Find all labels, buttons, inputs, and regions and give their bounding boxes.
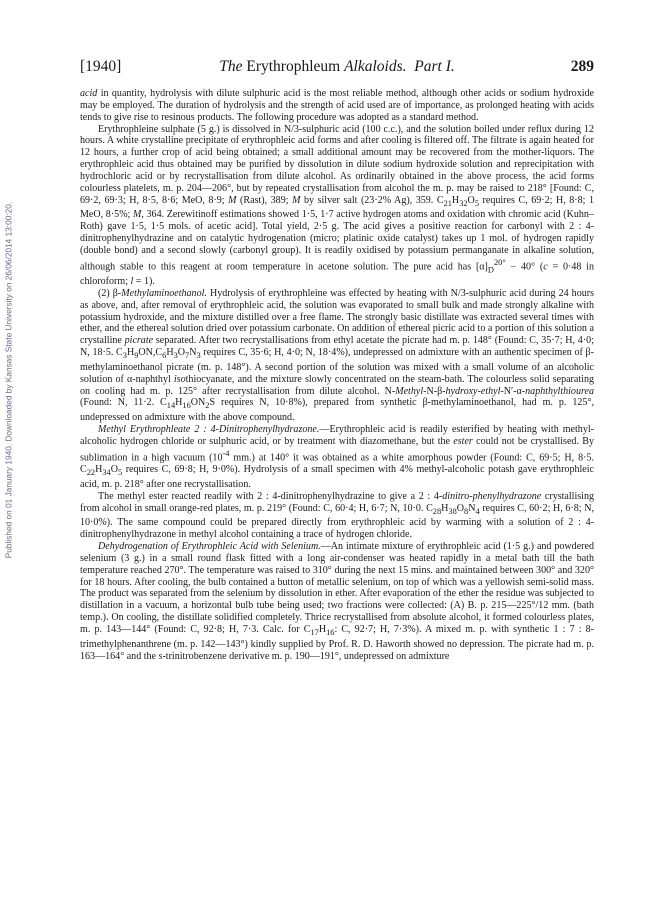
page-number: 289 <box>570 58 594 75</box>
download-watermark <box>2 150 16 610</box>
paragraph: Methyl Erythrophleate 2 : 4-Dinitrophenylhydrazone.—Erythrophleic acid is readily esterified by heating with methyl-alcoholic hydrogen chloride or sulphuric acid, or by treatment with diazomethane, but the ester could not be crystallised. By sublimation in a high vacuum ($10^{-4}$ mm.) at 140° it was obtained as a white amorphous powder (Found: C, 69·5; H, 8·5. $C_{22}H_{34}O_5$ requires C, 69·8; H, 9·0%). Hydrolysis of a small specimen with 4% methyl-alcoholic potash gave erythrophleic acid, m. p. 218° after one recrystallisation. <box>80 424 594 490</box>
paragraph: Erythrophleine sulphate (5 g.) is dissolved in N/3-sulphuric acid (100 c.c.), and the solution boiled under reflux during 12 hours. A white crystalline precipitate of erythrophleic acid forms and after cooling is filtered off. The filtrate is again heated for 12 hours, a further crop of acid being obtained; a small additional amount may be recovered from the mother-liquors. The erythrophleic acid thus obtained may be purified by dissolution in dilute sodium hydroxide solution and reprecipitation with hydrochloric acid or by recrystallisation from dilute alcohol. As ordinarily obtained in the above process, the acid forms colourless platelets, m. p. 204—206°, but by repeated crystallisation from alcohol the m. p. may be raised to 218° [Found: C, 69·2, 69·3; H, 8·5, 8·6; MeO, 8·9; M (Rast), 389; M by silver salt (23·2% Ag), 359. $C_{21}H_{32}O_5$ requires C, 69·2; H, 8·8; 1 MeO, 8·5%; M, 364. Zerewitinoff estimations showed 1·5, 1·7 active hydrogen atoms and oxidation with chromic acid (Kuhn–Roth) gave 1·5, 1·5 mols. of acetic acid]. Total yield, 2·5 g. The acid gives a positive reaction for carbonyl with 2 : 4-dinitrophenylhydrazine and on catalytic hydrogenation (micro; platinic oxide catalyst) takes up 1 mol. of hydrogen rapidly (double bond) and a second slowly (carbonyl group). It is readily oxidised by potassium permanganate in alkaline solution, although stable to this reagent at room temperature in acetone solution. The pure acid has $[\alpha]_D^{20^\circ} - 40^\circ$ (c = 0·48 in chloroform; l = 1). <box>80 123 595 287</box>
body-text <box>80 88 594 663</box>
header-title-part: Part I. <box>414 58 455 75</box>
header-title-main: Erythrophleum <box>242 58 345 75</box>
paragraph: (2) β-Methylaminoethanol. Hydrolysis of erythrophleine was effected by heating with N/3-sulphuric acid during 24 hours as above, and, after removal of erythrophleic acid, the solution was evaporated to small bulk and made strongly alkaline with potassium hydroxide, and the mixture distilled over a free flame. The strongly basic distillate was extracted several times with ether, and the ethereal solution dried over potassium carbonate. On addition of ethereal picric acid to a portion of this solution a crystalline picrate separated. After two recrystallisations from ethyl acetate the picrate had m. p. 148° (Found: C, 35·7; H, 4·0; N, 18·5. $C_3H_9ON,C_6H_3O_7N_3$ requires C, 35·6; H, 4·0; N, 18·4%), undepressed on admixture with an authentic specimen of β-methylaminoethanol picrate (m. p. 148°). A second portion of the solution was mixed with a small volume of an alcoholic solution of α-naphthyl isothiocyanate, and the mixture slowly concentrated on the steam-bath. The colourless solid separating on cooling had m. p. 125° after recrystallisation from dilute alcohol. N-Methyl-N-β-hydroxy-ethyl-N′-α-naphthylthiourea (Found: N, 11·2. $C_{14}H_{16}ON_2S$ requires N, 10·8%), prepared from synthetic β-methylaminoethanol, had m. p. 125°, undepressed on admixture with the above compound. <box>80 287 594 424</box>
paragraph: The methyl ester reacted readily with 2 : 4-dinitrophenylhydrazine to give a 2 : 4-dinitro-phenylhydrazone crystallising from alcohol in small orange-red plates, m. p. 219° (Found: C, 60·4; H, 6·7; N, 10·0. $C_{28}H_{38}O_8N_4$ requires C, 60·2; H, 6·8; N, 10·0%). The same compound could be prepared directly from erythrophleic acid by warming with a solution of 2 : 4-dinitrophenylhydrazone in methyl alcohol containing a trace of hydrogen chloride. <box>80 490 594 541</box>
header-title <box>80 58 594 76</box>
paragraph: acid in quantity, hydrolysis with dilute sulphuric acid is the most reliable method, although other acids or sodium hydroxide may be employed. The duration of hydrolysis and the strength of acid used are of importance, as prolonged heating with acids tends to give rise to resinous products. The following procedure was adopted as a standard method. <box>80 88 594 123</box>
header-title-prefix: The <box>219 58 243 75</box>
download-watermark-text: Published on 01 January 1940. Downloaded by Kansas State University on 26/06/2014 13:00:20. <box>4 201 14 559</box>
running-header <box>80 58 594 80</box>
header-title-alkaloids: Alkaloids. <box>344 58 407 75</box>
header-year: [1940] <box>80 58 122 75</box>
paragraph: Dehydrogenation of Erythrophleic Acid with Selenium.—An intimate mixture of erythrophleic acid (1·5 g.) and powdered selenium (3 g.) in a small round flask fitted with a long air-condenser was heated rapidly in a metal bath till the bath temperature reached 270°. The temperature was raised to 310° during the next 15 mins. and maintained between 300° and 320° for 18 hours. After cooling, the bulb contained a button of metallic selenium, on top of which was a yellowish semi-solid mass. The product was separated from the selenium by dissolution in ether. After evaporation of the ether the residue was subjected to distillation in a vacuum, a horizontal bulb tube being used; two fractions were collected: (A) B. p. 215—225°/12 mm. (bath temp.). On cooling, the distillate solidified completely. Thrice recrystallised from absolute alcohol, it formed colourless plates, m. p. 143—144° (Found: C, 92·8; H, 7·3. Calc. for $C_{17}H_{16}$: C, 92·7; H, 7·3%). A mixed m. p. with synthetic 1 : 7 : 8-trimethylphenanthrene (m. p. 142—143°) kindly supplied by Prof. R. D. Haworth showed no depression. The picrate had m. p. 163—164° and the s-trinitrobenzene derivative m. p. 190—191°, undepressed on admixture <box>80 541 594 662</box>
